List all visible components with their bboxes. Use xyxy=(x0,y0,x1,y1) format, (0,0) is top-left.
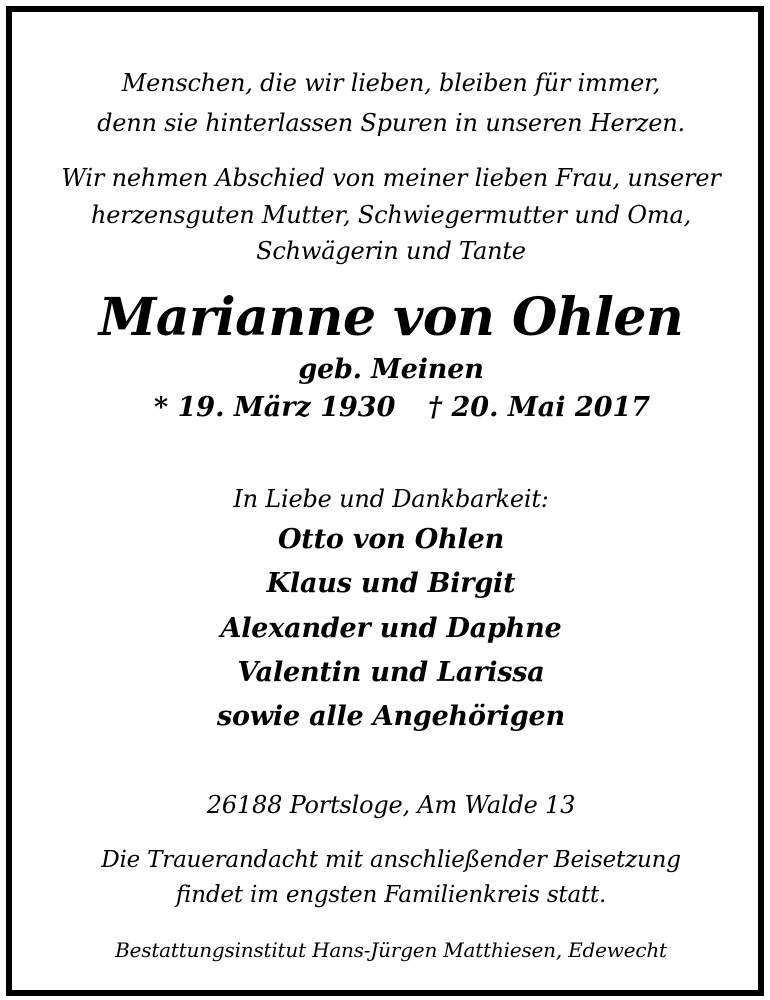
mourner-5: sowie alle Angehörigen xyxy=(217,701,565,732)
mourner-2: Klaus und Birgit xyxy=(266,568,516,599)
mourners-intro: In Liebe und Dankbarkeit: xyxy=(233,485,549,513)
undertaker: Bestattungsinstitut Hans-Jürgen Matthiesen, Edewecht xyxy=(115,938,667,962)
death-date: † 20. Mai 2017 xyxy=(428,392,651,423)
address: 26188 Portsloge, Am Walde 13 xyxy=(206,791,576,819)
intro-line-2: herzensguten Mutter, Schwiegermutter und Oma, xyxy=(90,201,691,229)
ceremony-line-1: Die Trauerandacht mit anschließender Beisetzung xyxy=(101,847,681,873)
maiden-name: geb. Meinen xyxy=(298,354,484,385)
mourner-4: Valentin und Larissa xyxy=(237,657,545,688)
mourner-1: Otto von Ohlen xyxy=(277,524,504,555)
life-dates xyxy=(12,392,770,432)
obituary-notice xyxy=(6,6,764,996)
verse-line-2: denn sie hinterlassen Spuren in unseren Herzen. xyxy=(97,109,685,137)
mourner-3: Alexander und Daphne xyxy=(220,613,562,644)
deceased-name: Marianne von Ohlen xyxy=(98,287,684,348)
ceremony-line-2: findet im engsten Familienkreis statt. xyxy=(175,882,607,908)
intro-line-3: Schwägerin und Tante xyxy=(256,237,526,265)
verse-line-1: Menschen, die wir lieben, bleiben für immer, xyxy=(121,69,661,97)
intro-line-1: Wir nehmen Abschied von meiner lieben Frau, unserer xyxy=(61,164,721,192)
birth-date: * 19. März 1930 xyxy=(154,392,396,423)
